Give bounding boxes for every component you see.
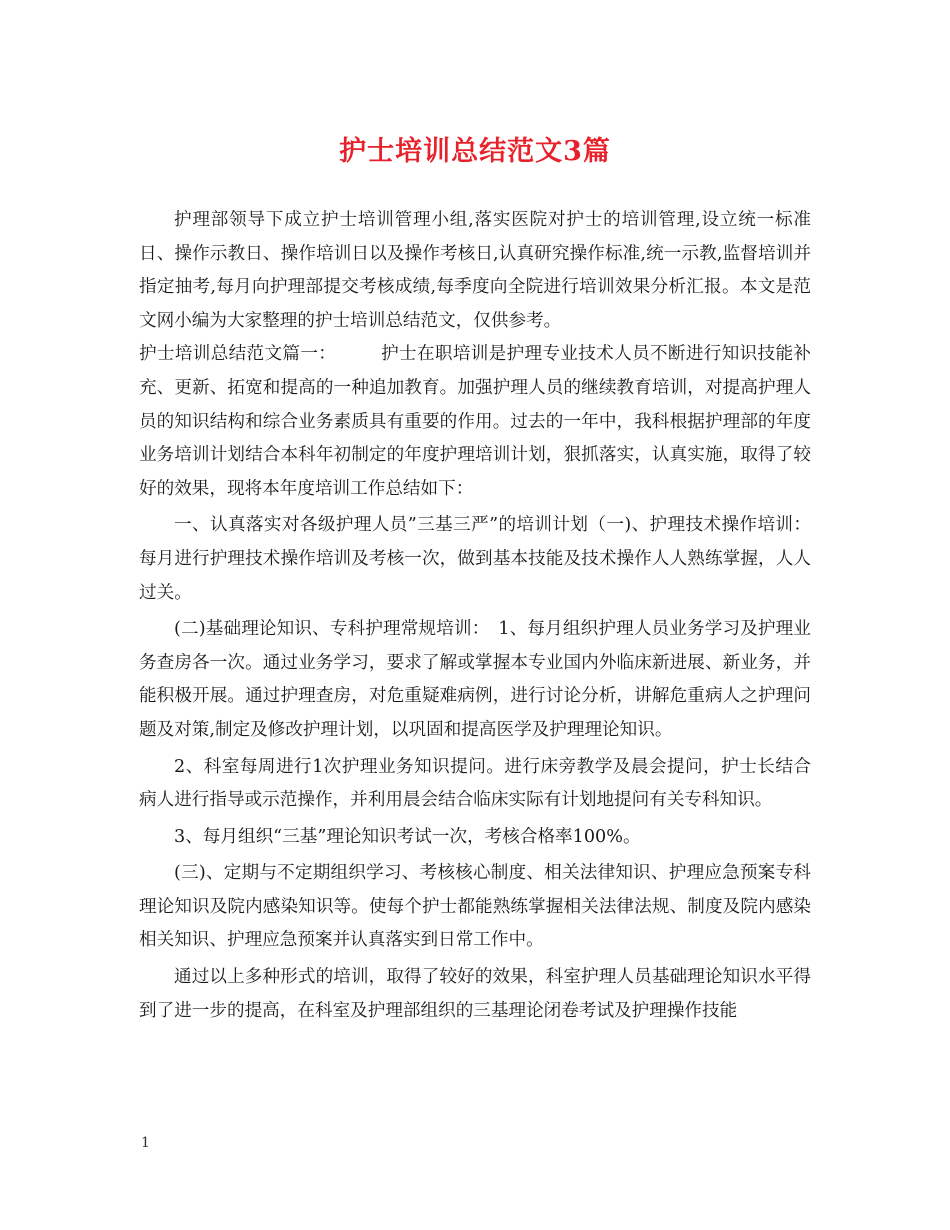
paragraph-item-weekly: 2、科室每周进行1次护理业务知识提问。进行床旁教学及晨会提问，护士长结合病人进行指导或示范操作，并利用晨会结合临床实际有计划地提问有关专科知识。	[139, 756, 811, 811]
page-number: 1	[141, 1135, 150, 1151]
paragraph-item-three: (三)、定期与不定期组织学习、考核核心制度、相关法律知识、护理应急预案专科理论知识及院内感染知识等。使每个护士都能熟练掌握相关法律法规、制度及院内感染相关知识、护理应急预案并认真落实到日常工作中。	[139, 863, 811, 951]
paragraph-conclusion: 通过以上多种形式的培训，取得了较好的效果，科室护理人员基础理论知识水平得到了进一步的提高，在科室及护理部组织的三基理论闭卷考试及护理操作技能	[139, 967, 811, 1021]
paragraph-item-one: 一、认真落实对各级护理人员”三基三严”的培训计划（一)、护理技术操作培训：每月进行护理技术操作培训及考核一次，做到基本技能及技术操作人人熟练掌握，人人过关。	[139, 515, 811, 603]
paragraph-intro: 护理部领导下成立护士培训管理小组,落实医院对护士的培训管理,设立统一标准日、操作示教日、操作培训日以及操作考核日,认真研究操作标准,统一示教,监督培训并指定抽考,每月向护理部提交考核成绩,每季度向全院进行培训效果分析汇报。本文是范文网小编为大家整理的护士培训总结范文，仅供参考。	[139, 210, 811, 331]
paragraph-item-monthly-exam: 3、每月组织“三基”理论知识考试一次，考核合格率100%。	[174, 826, 641, 847]
document-body	[139, 204, 811, 1028]
paragraph-section-one: 护士培训总结范文篇一： 护士在职培训是护理专业技术人员不断进行知识技能补充、更新、拓宽和提高的一种追加教育。加强护理人员的继续教育培训，对提高护理人员的知识结构和综合业务素质具有重要的作用。过去的一年中，我科根据护理部的年度业务培训计划结合本科年初制定的年度护理培训计划，狠抓落实，认真实施，取得了较好的效果，现将本年度培训工作总结如下：	[139, 344, 811, 499]
paragraph-item-two: (二)基础理论知识、专科护理常规培训： 1、每月组织护理人员业务学习及护理业务查房各一次。通过业务学习，要求了解或掌握本专业国内外临床新进展、新业务，并能积极开展。通过护理查房，对危重疑难病例，进行讨论分析，讲解危重病人之护理问题及对策,制定及修改护理计划，以巩固和提高医学及护理理论知识。	[139, 619, 811, 740]
document-title: 护士培训总结范文3篇	[339, 136, 611, 167]
